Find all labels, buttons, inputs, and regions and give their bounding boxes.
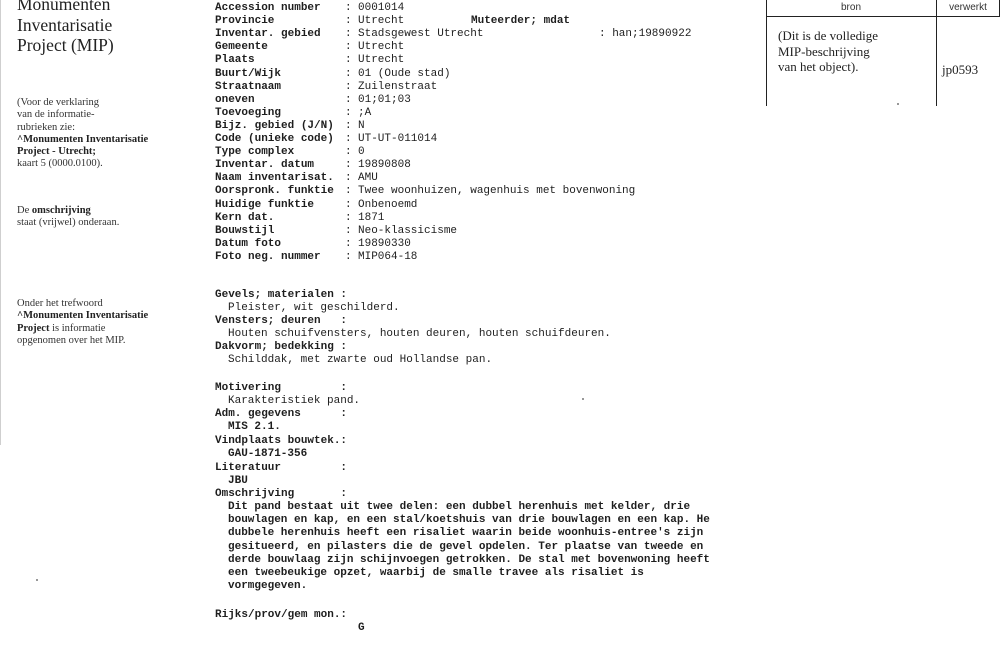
field-label: Accession number — [215, 2, 321, 14]
monument-status-value: G — [358, 622, 365, 634]
field-value: 0 — [358, 146, 365, 159]
field-separator: : — [345, 93, 352, 106]
section-label: Adm. gegevens : — [215, 408, 348, 420]
note-keyword: Project — [17, 322, 50, 334]
field-value: 01;01;03 — [358, 93, 411, 106]
field-value: 01 (Oude stad) — [358, 67, 451, 80]
field-value: Onbenoemd — [358, 198, 418, 211]
field-separator: : — [345, 185, 352, 198]
section-label: Vindplaats bouwtek.: — [215, 435, 348, 447]
note-line: van de informatie- — [17, 109, 95, 121]
field-label: Inventar. datum — [215, 159, 315, 172]
note-line: kaart 5 (0000.0100). — [17, 158, 103, 170]
field-separator: : — [345, 250, 352, 263]
field-label: Plaats — [215, 54, 255, 67]
note-keyword: omschrijving — [31, 205, 91, 216]
note-line: Onder het trefwoord — [17, 298, 103, 309]
description-line: gesitueerd, en pilasters die de gevel opdelen. Ter plaatse van tweede en — [228, 540, 704, 553]
monument-status-label: Rijks/prov/gem mon.: — [215, 609, 348, 621]
field-label: Oorspronk. funktie — [215, 185, 334, 198]
source-box — [766, 0, 1000, 106]
note-line: opgenomen over het MIP. — [17, 334, 126, 346]
field-label: Toevoeging — [215, 106, 282, 119]
field-value: Utrecht — [358, 41, 405, 54]
note-line: staat (vrijwel) onderaan. — [17, 217, 120, 229]
description-line: vormgegeven. — [228, 580, 308, 593]
bron-header: bron — [840, 2, 861, 13]
section-text: MIS 2.1. — [228, 421, 281, 433]
sidebar — [0, 0, 200, 649]
source-line: MIP-beschrijving — [778, 43, 870, 59]
field-separator: : — [345, 15, 352, 28]
field-separator: : — [345, 28, 352, 41]
section-label: Gevels; materialen : — [215, 289, 348, 301]
box-header-rule — [766, 16, 1000, 17]
note-line: De omschrijving — [17, 205, 91, 216]
description-label: Omschrijving : — [215, 488, 348, 500]
source-line: van het object). — [778, 59, 859, 74]
description-line: een tweebeukige opzet, waarbij de smalle travee als risaliet is — [228, 567, 644, 579]
scan-speck — [582, 398, 584, 400]
mutator-value: : han;19890922 — [599, 28, 692, 40]
field-value: ;A — [358, 106, 372, 119]
mutator-label: Muteerder; mdat — [471, 15, 571, 27]
scan-speck — [36, 579, 38, 581]
description-line: dubbele herenhuis heeft een risaliet waarin beide woonhuis-entree's zijn — [228, 527, 704, 540]
field-label: Inventar. gebied — [215, 28, 321, 41]
field-separator: : — [345, 224, 352, 237]
field-separator: : — [345, 211, 352, 224]
section-text: Pleister, wit geschilderd. — [228, 302, 400, 314]
note-line: rubrieken zie: — [17, 121, 76, 133]
field-separator: : — [345, 133, 352, 145]
field-label: Kern dat. — [215, 211, 275, 224]
note-reference-link[interactable]: Project - Utrecht; — [17, 146, 96, 158]
note-reference-link[interactable]: ^Monumenten Inventarisatie — [17, 310, 149, 322]
source-description — [778, 28, 878, 75]
field-value: AMU — [358, 172, 378, 185]
field-separator: : — [345, 67, 352, 80]
verwerkt-header: verwerkt — [949, 2, 987, 13]
field-separator: : — [345, 41, 352, 54]
note-reference-link[interactable]: ^Monumenten Inventarisatie — [17, 133, 149, 145]
field-label: Gemeente — [215, 41, 268, 54]
field-value: 19890330 — [358, 237, 411, 250]
field-value: Twee woonhuizen, wagenhuis met bovenwoning — [358, 185, 636, 198]
section-label: Motivering : — [215, 382, 348, 394]
field-value: 1871 — [358, 211, 385, 224]
section-text: Houten schuifvensters, houten deuren, houten schuifdeuren. — [228, 328, 611, 340]
section-text: JBU — [228, 475, 248, 487]
field-value: Utrecht — [358, 15, 405, 28]
collection-title — [17, 0, 114, 56]
info-note-omschrijving — [17, 205, 119, 230]
field-value: Stadsgewest Utrecht — [358, 28, 484, 41]
note-line: Project is informatie — [17, 322, 106, 334]
field-label: Huidige funktie — [215, 198, 315, 211]
scan-speck — [897, 103, 899, 105]
field-value: Zuilenstraat — [358, 80, 438, 93]
field-value: MIP064-18 — [358, 250, 418, 263]
field-separator: : — [345, 159, 352, 172]
field-label: Straatnaam — [215, 80, 282, 93]
field-label: Bijz. gebied (J/N) — [215, 119, 334, 132]
section-text: GAU-1871-356 — [228, 448, 308, 460]
field-separator: : — [345, 80, 352, 93]
field-separator: : — [345, 146, 352, 159]
field-value: UT-UT-011014 — [358, 133, 438, 145]
field-label: Naam inventarisat. — [215, 172, 334, 185]
description-line: bouwlagen en kap, en een stal/koetshuis van drie bouwlagen en een kap. He — [228, 514, 710, 527]
collection-title-line: Project (MIP) — [17, 35, 114, 55]
description-line: Dit pand bestaat uit twee delen: een dubbel herenhuis met kelder, drie — [228, 501, 691, 513]
field-separator: : — [345, 198, 352, 211]
section-text: Karakteristiek pand. — [228, 395, 361, 407]
description-line: derde bouwlaag zijn schijnvoegen getrokken. De stal met bovenwoning heeft — [228, 553, 710, 566]
collection-title-line: Inventarisatie — [17, 14, 113, 35]
field-label: Datum foto — [215, 237, 282, 250]
field-value: 19890808 — [358, 159, 411, 172]
section-text: Schilddak, met zwarte oud Hollandse pan. — [228, 354, 493, 366]
field-separator: : — [345, 119, 352, 132]
sidebar-left-rule — [0, 0, 1, 445]
field-label: oneven — [215, 93, 255, 106]
source-line: (Dit is de volledige — [778, 28, 879, 43]
note-line: (Voor de verklaring — [17, 97, 100, 108]
verwerkt-value: jp0593 — [942, 62, 979, 77]
monument-status-row — [215, 596, 365, 634]
field-separator: : — [345, 237, 352, 250]
field-separator: : — [345, 172, 352, 185]
field-value: 0001014 — [358, 2, 405, 14]
section-label: Dakvorm; bedekking : — [215, 341, 348, 353]
field-label: Type complex — [215, 146, 295, 159]
field-value: N — [358, 119, 365, 132]
field-label: Code (unieke code) — [215, 133, 334, 145]
field-label: Foto neg. nummer — [215, 250, 321, 263]
section-label: Vensters; deuren : — [215, 315, 348, 327]
info-note-trefwoord — [17, 298, 148, 347]
field-separator: : — [345, 106, 352, 119]
field-label: Bouwstijl — [215, 224, 275, 237]
info-note-rubrieken — [17, 97, 148, 171]
section-label: Literatuur : — [215, 462, 348, 474]
field-value: Neo-klassicisme — [358, 224, 458, 237]
collection-title-line: Monumenten — [17, 0, 111, 14]
field-label: Buurt/Wijk — [215, 67, 282, 80]
field-value: Utrecht — [358, 54, 405, 67]
field-separator: : — [345, 54, 352, 67]
field-separator: : — [345, 2, 352, 14]
field-label: Provincie — [215, 15, 275, 28]
